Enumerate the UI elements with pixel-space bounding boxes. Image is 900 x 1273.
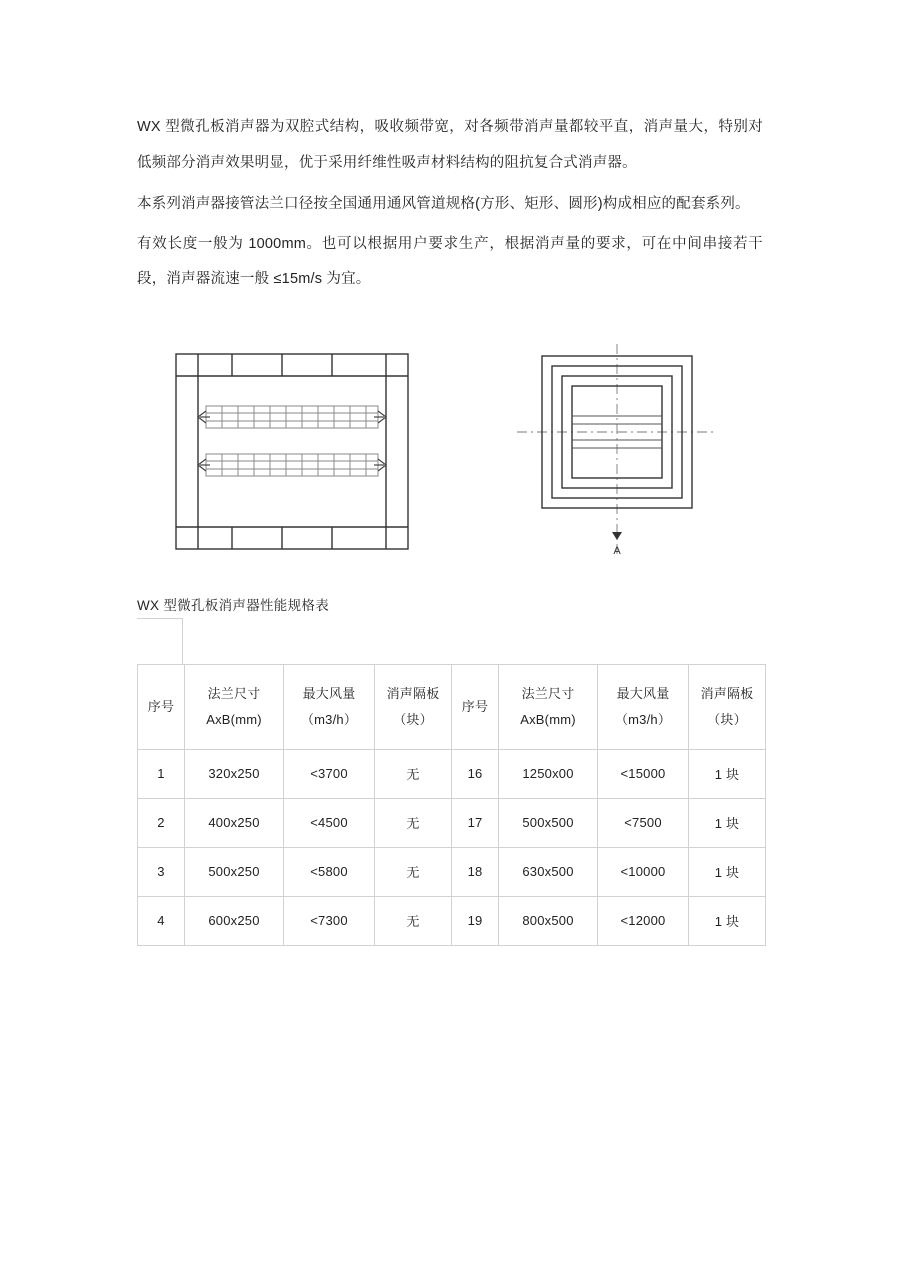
table-row xyxy=(138,749,766,798)
header-size-right xyxy=(499,664,598,749)
header-plate-right-line2: （块） xyxy=(707,711,747,727)
cell-plate-right: 1 块 xyxy=(689,847,766,896)
spec-table xyxy=(137,664,766,946)
header-plate-left-line2: （块） xyxy=(393,711,433,727)
cell-flow-left: <7300 xyxy=(284,896,375,945)
header-flow-right xyxy=(598,664,689,749)
header-plate-right-line1: 消声隔板 xyxy=(700,686,754,702)
header-plate-right xyxy=(689,664,766,749)
header-size-right-line2: AxB(mm) xyxy=(520,711,576,727)
cell-sn-left: 2 xyxy=(138,798,185,847)
cell-flow-left: <5800 xyxy=(284,847,375,896)
cell-size-right: 500x500 xyxy=(499,798,598,847)
paragraph-3: 有效长度一般为 1000mm。也可以根据用户要求生产，根据消声量的要求，可在中间串接若干段，消声器流速一般 ≤15m/s 为宜。 xyxy=(137,235,763,288)
paragraph-1: WX 型微孔板消声器为双腔式结构，吸收频带宽，对各频带消声量都较平直，消声量大，特别对低频部分消声效果明显，优于采用纤维性吸声材料结构的阻抗复合式消声器。 xyxy=(137,119,763,171)
figure-group xyxy=(137,344,763,564)
section-marker-label: A xyxy=(613,544,621,557)
cell-flow-left: <3700 xyxy=(284,749,375,798)
cell-size-right: 630x500 xyxy=(499,847,598,896)
cell-sn-left: 1 xyxy=(138,749,185,798)
cell-flow-right: <7500 xyxy=(598,798,689,847)
cell-size-right: 800x500 xyxy=(499,896,598,945)
cell-size-left: 400x250 xyxy=(185,798,284,847)
table-header-row xyxy=(138,664,766,749)
cell-flow-left: <4500 xyxy=(284,798,375,847)
spec-table-wrapper xyxy=(137,664,763,946)
cell-plate-left: 无 xyxy=(375,798,452,847)
cell-plate-left: 无 xyxy=(375,896,452,945)
cell-sn-right: 19 xyxy=(452,896,499,945)
cell-plate-left: 无 xyxy=(375,749,452,798)
header-sn-right: 序号 xyxy=(452,664,499,749)
cell-size-left: 500x250 xyxy=(185,847,284,896)
table-corner-mark xyxy=(137,618,183,664)
header-flow-right-line2: （m3/h） xyxy=(614,711,672,727)
cell-flow-right: <15000 xyxy=(598,749,689,798)
silencer-side-view-drawing xyxy=(162,344,422,559)
header-plate-left-line1: 消声隔板 xyxy=(386,686,440,702)
header-flow-left-line1: 最大风量 xyxy=(302,686,356,702)
cell-plate-right: 1 块 xyxy=(689,749,766,798)
cell-sn-right: 18 xyxy=(452,847,499,896)
header-flow-left-line2: （m3/h） xyxy=(300,711,358,727)
paragraph-2: 本系列消声器接管法兰口径按全国通用通风管道规格(方形、矩形、圆形)构成相应的配套系列。 xyxy=(137,196,750,213)
cell-sn-right: 16 xyxy=(452,749,499,798)
cell-sn-left: 4 xyxy=(138,896,185,945)
table-row xyxy=(138,847,766,896)
header-size-left-line2: AxB(mm) xyxy=(206,711,262,727)
header-sn-left: 序号 xyxy=(138,664,185,749)
cell-plate-left: 无 xyxy=(375,847,452,896)
cell-sn-right: 17 xyxy=(452,798,499,847)
cell-sn-left: 3 xyxy=(138,847,185,896)
header-size-left xyxy=(185,664,284,749)
table-row xyxy=(138,798,766,847)
cell-flow-right: <12000 xyxy=(598,896,689,945)
table-row xyxy=(138,896,766,945)
header-flow-left xyxy=(284,664,375,749)
header-plate-left xyxy=(375,664,452,749)
header-size-right-line1: 法兰尺寸 xyxy=(521,686,575,702)
cell-flow-right: <10000 xyxy=(598,847,689,896)
silencer-section-view-drawing xyxy=(517,344,717,559)
cell-size-left: 600x250 xyxy=(185,896,284,945)
cell-size-left: 320x250 xyxy=(185,749,284,798)
cell-plate-right: 1 块 xyxy=(689,798,766,847)
figure-caption: WX 型微孔板消声器性能规格表 xyxy=(137,597,329,613)
header-size-left-line1: 法兰尺寸 xyxy=(207,686,261,702)
cell-plate-right: 1 块 xyxy=(689,896,766,945)
header-flow-right-line1: 最大风量 xyxy=(616,686,670,702)
cell-size-right: 1250x00 xyxy=(499,749,598,798)
